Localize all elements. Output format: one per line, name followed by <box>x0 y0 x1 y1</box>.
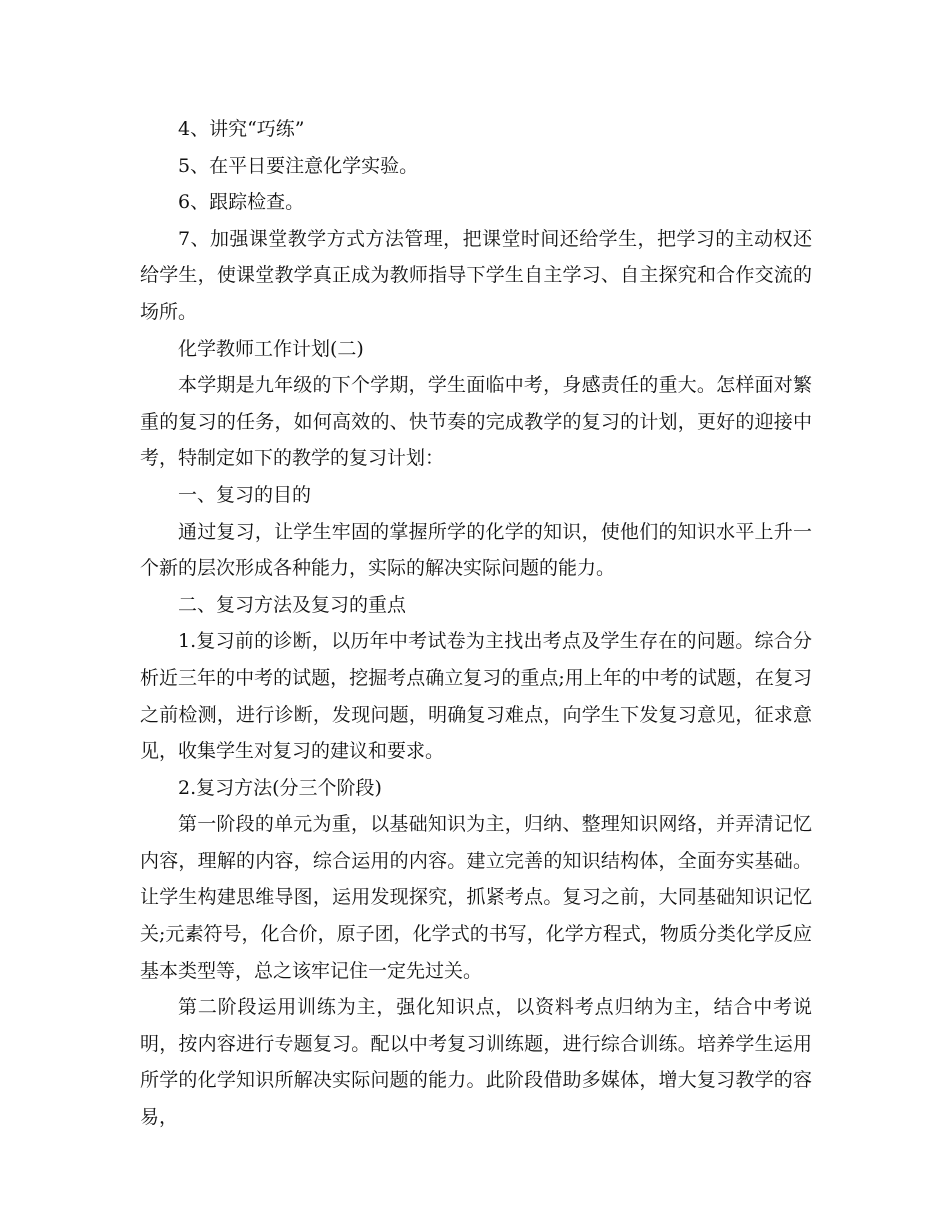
heading-review-method: 二、复习方法及复习的重点 <box>178 593 407 616</box>
paragraph-item-7: 7、加强课堂教学方式方法管理，把课堂时间还给学生，把学习的主动权还给学生，使课堂教学真正成为教师指导下学生自主学习、自主探究和合作交流的场所。 <box>140 227 812 323</box>
document-body <box>140 111 812 1136</box>
diagnosis-paragraph: 1.复习前的诊断，以历年中考试卷为主找出考点及学生存在的问题。综合分析近三年的中考的试题，挖掘考点确立复习的重点;用上年的中考的试题，在复习之前检测，进行诊断，发现问题，明确复习难点，向学生下发复习意见，征求意见，收集学生对复习的建议和要求。 <box>140 630 812 763</box>
intro-paragraph: 本学期是九年级的下个学期，学生面临中考，身感责任的重大。怎样面对繁重的复习的任务，如何高效的、快节奏的完成教学的复习的计划，更好的迎接中考，特制定如下的教学的复习计划： <box>140 374 812 470</box>
paragraph-item-6: 6、跟踪检查。 <box>178 191 305 214</box>
review-goal-paragraph: 通过复习，让学生牢固的掌握所学的化学的知识，使他们的知识水平上升一个新的层次形成各种能力，实际的解决实际问题的能力。 <box>140 520 812 580</box>
stage-one-paragraph: 第一阶段的单元为重，以基础知识为主，归纳、整理知识网络，并弄清记忆内容，理解的内容，综合运用的内容。建立完善的知识结构体，全面夯实基础。让学生构建思维导图，运用发现探究，抓紧考点。复习之前，大同基础知识记忆关;元素符号，化合价，原子团，化学式的书写，化学方程式，物质分类化学反应基本类型等，总之该牢记住一定先过关。 <box>140 813 812 982</box>
heading-review-goal: 一、复习的目的 <box>178 483 312 506</box>
stage-two-paragraph: 第二阶段运用训练为主，强化知识点，以资料考点归纳为主，结合中考说明，按内容进行专题复习。配以中考复习训练题，进行综合训练。培养学生运用所学的化学知识所解决实际问题的能力。此阶段借助多媒体，增大复习教学的容易， <box>140 996 812 1129</box>
paragraph-item-5: 5、在平日要注意化学实验。 <box>178 154 419 177</box>
paragraph-item-4: 4、讲究“巧练” <box>178 118 305 140</box>
section-title: 化学教师工作计划(二) <box>178 337 364 360</box>
subheading-review-method: 2.复习方法(分三个阶段) <box>178 776 382 799</box>
